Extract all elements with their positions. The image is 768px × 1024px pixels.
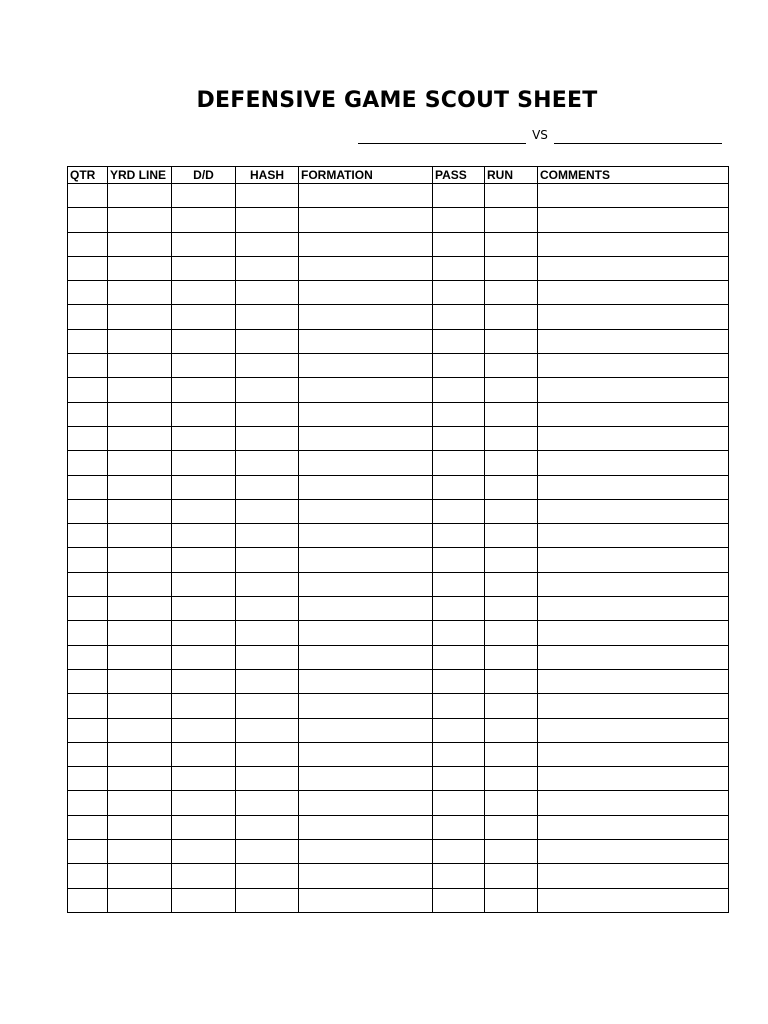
cell-pass[interactable]: [433, 475, 485, 499]
table-row: [68, 548, 729, 572]
cell-run[interactable]: [485, 184, 538, 208]
cell-hash[interactable]: [236, 840, 299, 864]
scout-table: [67, 166, 729, 913]
column-header-qtr: QTR: [68, 167, 108, 184]
cell-pass[interactable]: [433, 888, 485, 912]
cell-qtr[interactable]: [68, 840, 108, 864]
cell-down-distance[interactable]: [172, 451, 236, 475]
cell-pass[interactable]: [433, 499, 485, 523]
cell-run[interactable]: [485, 815, 538, 839]
cell-formation[interactable]: [299, 718, 433, 742]
cell-yrd-line[interactable]: [108, 305, 172, 329]
cell-yrd-line[interactable]: [108, 426, 172, 450]
column-header-hash: HASH: [236, 167, 299, 184]
page-title: DEFENSIVE GAME SCOUT SHEET: [196, 88, 598, 113]
cell-formation[interactable]: [299, 256, 433, 280]
table-row: [68, 864, 729, 888]
cell-comments[interactable]: [538, 426, 729, 450]
cell-pass[interactable]: [433, 742, 485, 766]
cell-run[interactable]: [485, 329, 538, 353]
cell-pass[interactable]: [433, 378, 485, 402]
cell-comments[interactable]: [538, 329, 729, 353]
cell-qtr[interactable]: [68, 864, 108, 888]
cell-pass[interactable]: [433, 232, 485, 256]
cell-run[interactable]: [485, 840, 538, 864]
cell-qtr[interactable]: [68, 669, 108, 693]
cell-formation[interactable]: [299, 378, 433, 402]
cell-hash[interactable]: [236, 645, 299, 669]
cell-pass[interactable]: [433, 305, 485, 329]
cell-hash[interactable]: [236, 548, 299, 572]
cell-down-distance[interactable]: [172, 256, 236, 280]
cell-qtr[interactable]: [68, 524, 108, 548]
cell-comments[interactable]: [538, 767, 729, 791]
cell-formation[interactable]: [299, 451, 433, 475]
cell-yrd-line[interactable]: [108, 402, 172, 426]
cell-run[interactable]: [485, 451, 538, 475]
cell-run[interactable]: [485, 426, 538, 450]
cell-hash[interactable]: [236, 621, 299, 645]
cell-hash[interactable]: [236, 256, 299, 280]
cell-yrd-line[interactable]: [108, 645, 172, 669]
cell-comments[interactable]: [538, 742, 729, 766]
cell-hash[interactable]: [236, 208, 299, 232]
scout-table-body: [68, 184, 729, 913]
cell-hash[interactable]: [236, 281, 299, 305]
table-row: [68, 451, 729, 475]
cell-comments[interactable]: [538, 815, 729, 839]
cell-comments[interactable]: [538, 864, 729, 888]
cell-run[interactable]: [485, 718, 538, 742]
cell-down-distance[interactable]: [172, 815, 236, 839]
table-row: [68, 499, 729, 523]
cell-comments[interactable]: [538, 572, 729, 596]
cell-qtr[interactable]: [68, 402, 108, 426]
cell-run[interactable]: [485, 208, 538, 232]
cell-hash[interactable]: [236, 718, 299, 742]
cell-formation[interactable]: [299, 402, 433, 426]
table-row: [68, 669, 729, 693]
cell-comments[interactable]: [538, 888, 729, 912]
cell-pass[interactable]: [433, 426, 485, 450]
table-row: [68, 184, 729, 208]
cell-hash[interactable]: [236, 184, 299, 208]
cell-comments[interactable]: [538, 354, 729, 378]
cell-comments[interactable]: [538, 451, 729, 475]
cell-formation[interactable]: [299, 354, 433, 378]
table-row: [68, 524, 729, 548]
cell-qtr[interactable]: [68, 329, 108, 353]
table-row: [68, 426, 729, 450]
cell-formation[interactable]: [299, 864, 433, 888]
cell-qtr[interactable]: [68, 694, 108, 718]
cell-formation[interactable]: [299, 815, 433, 839]
table-row: [68, 888, 729, 912]
cell-hash[interactable]: [236, 815, 299, 839]
cell-formation[interactable]: [299, 888, 433, 912]
cell-yrd-line[interactable]: [108, 499, 172, 523]
cell-hash[interactable]: [236, 572, 299, 596]
cell-formation[interactable]: [299, 208, 433, 232]
cell-formation[interactable]: [299, 232, 433, 256]
cell-yrd-line[interactable]: [108, 840, 172, 864]
cell-qtr[interactable]: [68, 499, 108, 523]
table-row: [68, 378, 729, 402]
table-row: [68, 815, 729, 839]
vs-label: VS: [532, 128, 548, 142]
table-row: [68, 572, 729, 596]
cell-qtr[interactable]: [68, 767, 108, 791]
cell-down-distance[interactable]: [172, 791, 236, 815]
cell-pass[interactable]: [433, 451, 485, 475]
cell-down-distance[interactable]: [172, 232, 236, 256]
cell-qtr[interactable]: [68, 232, 108, 256]
cell-down-distance[interactable]: [172, 184, 236, 208]
column-header-run: RUN: [485, 167, 538, 184]
cell-formation[interactable]: [299, 572, 433, 596]
cell-formation[interactable]: [299, 184, 433, 208]
cell-down-distance[interactable]: [172, 402, 236, 426]
cell-yrd-line[interactable]: [108, 354, 172, 378]
cell-qtr[interactable]: [68, 815, 108, 839]
table-row: [68, 597, 729, 621]
cell-run[interactable]: [485, 281, 538, 305]
cell-run[interactable]: [485, 597, 538, 621]
cell-down-distance[interactable]: [172, 354, 236, 378]
cell-formation[interactable]: [299, 742, 433, 766]
cell-down-distance[interactable]: [172, 767, 236, 791]
cell-formation[interactable]: [299, 645, 433, 669]
cell-down-distance[interactable]: [172, 572, 236, 596]
cell-yrd-line[interactable]: [108, 184, 172, 208]
cell-hash[interactable]: [236, 597, 299, 621]
cell-hash[interactable]: [236, 305, 299, 329]
cell-run[interactable]: [485, 621, 538, 645]
cell-hash[interactable]: [236, 354, 299, 378]
column-header-yrd-line: YRD LINE: [108, 167, 172, 184]
cell-pass[interactable]: [433, 791, 485, 815]
cell-run[interactable]: [485, 475, 538, 499]
cell-hash[interactable]: [236, 669, 299, 693]
cell-formation[interactable]: [299, 475, 433, 499]
cell-formation[interactable]: [299, 281, 433, 305]
cell-formation[interactable]: [299, 597, 433, 621]
cell-comments[interactable]: [538, 499, 729, 523]
cell-qtr[interactable]: [68, 888, 108, 912]
table-row: [68, 694, 729, 718]
cell-yrd-line[interactable]: [108, 669, 172, 693]
cell-down-distance[interactable]: [172, 888, 236, 912]
cell-yrd-line[interactable]: [108, 281, 172, 305]
cell-pass[interactable]: [433, 256, 485, 280]
cell-comments[interactable]: [538, 208, 729, 232]
cell-qtr[interactable]: [68, 475, 108, 499]
cell-run[interactable]: [485, 888, 538, 912]
cell-down-distance[interactable]: [172, 694, 236, 718]
cell-hash[interactable]: [236, 791, 299, 815]
cell-down-distance[interactable]: [172, 378, 236, 402]
column-header-formation: FORMATION: [299, 167, 433, 184]
cell-yrd-line[interactable]: [108, 815, 172, 839]
table-row: [68, 305, 729, 329]
cell-yrd-line[interactable]: [108, 208, 172, 232]
cell-comments[interactable]: [538, 621, 729, 645]
cell-formation[interactable]: [299, 524, 433, 548]
cell-qtr[interactable]: [68, 256, 108, 280]
cell-down-distance[interactable]: [172, 475, 236, 499]
cell-comments[interactable]: [538, 840, 729, 864]
cell-comments[interactable]: [538, 402, 729, 426]
cell-down-distance[interactable]: [172, 426, 236, 450]
cell-formation[interactable]: [299, 548, 433, 572]
cell-run[interactable]: [485, 864, 538, 888]
cell-qtr[interactable]: [68, 451, 108, 475]
cell-comments[interactable]: [538, 184, 729, 208]
cell-hash[interactable]: [236, 767, 299, 791]
cell-qtr[interactable]: [68, 597, 108, 621]
cell-pass[interactable]: [433, 621, 485, 645]
cell-yrd-line[interactable]: [108, 791, 172, 815]
cell-run[interactable]: [485, 378, 538, 402]
cell-formation[interactable]: [299, 305, 433, 329]
cell-yrd-line[interactable]: [108, 451, 172, 475]
cell-hash[interactable]: [236, 451, 299, 475]
cell-hash[interactable]: [236, 426, 299, 450]
table-row: [68, 767, 729, 791]
cell-run[interactable]: [485, 645, 538, 669]
cell-hash[interactable]: [236, 475, 299, 499]
cell-run[interactable]: [485, 232, 538, 256]
cell-pass[interactable]: [433, 597, 485, 621]
cell-hash[interactable]: [236, 499, 299, 523]
table-row: [68, 208, 729, 232]
cell-down-distance[interactable]: [172, 499, 236, 523]
cell-hash[interactable]: [236, 888, 299, 912]
cell-pass[interactable]: [433, 815, 485, 839]
cell-comments[interactable]: [538, 718, 729, 742]
cell-qtr[interactable]: [68, 621, 108, 645]
cell-formation[interactable]: [299, 767, 433, 791]
cell-comments[interactable]: [538, 524, 729, 548]
cell-qtr[interactable]: [68, 548, 108, 572]
cell-down-distance[interactable]: [172, 597, 236, 621]
column-header-pass: PASS: [433, 167, 485, 184]
cell-hash[interactable]: [236, 378, 299, 402]
cell-hash[interactable]: [236, 232, 299, 256]
cell-yrd-line[interactable]: [108, 718, 172, 742]
cell-formation[interactable]: [299, 426, 433, 450]
cell-formation[interactable]: [299, 499, 433, 523]
cell-pass[interactable]: [433, 572, 485, 596]
cell-pass[interactable]: [433, 548, 485, 572]
table-row: [68, 475, 729, 499]
cell-comments[interactable]: [538, 791, 729, 815]
cell-pass[interactable]: [433, 864, 485, 888]
cell-formation[interactable]: [299, 329, 433, 353]
column-header-dd: D/D: [172, 167, 236, 184]
cell-yrd-line[interactable]: [108, 378, 172, 402]
cell-pass[interactable]: [433, 281, 485, 305]
table-row: [68, 281, 729, 305]
cell-yrd-line[interactable]: [108, 888, 172, 912]
cell-run[interactable]: [485, 791, 538, 815]
away-team-blank[interactable]: [554, 128, 722, 144]
cell-qtr[interactable]: [68, 645, 108, 669]
cell-yrd-line[interactable]: [108, 232, 172, 256]
cell-pass[interactable]: [433, 645, 485, 669]
cell-qtr[interactable]: [68, 281, 108, 305]
cell-qtr[interactable]: [68, 791, 108, 815]
cell-down-distance[interactable]: [172, 840, 236, 864]
cell-comments[interactable]: [538, 281, 729, 305]
table-row: [68, 742, 729, 766]
cell-qtr[interactable]: [68, 305, 108, 329]
cell-down-distance[interactable]: [172, 548, 236, 572]
cell-down-distance[interactable]: [172, 718, 236, 742]
cell-qtr[interactable]: [68, 426, 108, 450]
cell-down-distance[interactable]: [172, 329, 236, 353]
cell-yrd-line[interactable]: [108, 597, 172, 621]
cell-yrd-line[interactable]: [108, 742, 172, 766]
cell-pass[interactable]: [433, 718, 485, 742]
cell-pass[interactable]: [433, 767, 485, 791]
cell-hash[interactable]: [236, 694, 299, 718]
cell-run[interactable]: [485, 548, 538, 572]
table-row: [68, 402, 729, 426]
cell-formation[interactable]: [299, 840, 433, 864]
cell-comments[interactable]: [538, 378, 729, 402]
matchup-line: [358, 124, 730, 144]
cell-run[interactable]: [485, 669, 538, 693]
cell-formation[interactable]: [299, 694, 433, 718]
cell-run[interactable]: [485, 402, 538, 426]
cell-yrd-line[interactable]: [108, 572, 172, 596]
table-row: [68, 718, 729, 742]
cell-pass[interactable]: [433, 402, 485, 426]
cell-comments[interactable]: [538, 305, 729, 329]
cell-formation[interactable]: [299, 791, 433, 815]
home-team-blank[interactable]: [358, 128, 526, 144]
cell-pass[interactable]: [433, 669, 485, 693]
cell-run[interactable]: [485, 694, 538, 718]
cell-yrd-line[interactable]: [108, 475, 172, 499]
cell-hash[interactable]: [236, 402, 299, 426]
cell-comments[interactable]: [538, 475, 729, 499]
cell-yrd-line[interactable]: [108, 864, 172, 888]
cell-qtr[interactable]: [68, 184, 108, 208]
table-row: [68, 645, 729, 669]
cell-comments[interactable]: [538, 597, 729, 621]
cell-formation[interactable]: [299, 669, 433, 693]
cell-pass[interactable]: [433, 184, 485, 208]
cell-yrd-line[interactable]: [108, 548, 172, 572]
table-row: [68, 840, 729, 864]
table-row: [68, 621, 729, 645]
cell-yrd-line[interactable]: [108, 767, 172, 791]
cell-hash[interactable]: [236, 864, 299, 888]
cell-comments[interactable]: [538, 256, 729, 280]
cell-yrd-line[interactable]: [108, 621, 172, 645]
cell-formation[interactable]: [299, 621, 433, 645]
cell-run[interactable]: [485, 256, 538, 280]
cell-comments[interactable]: [538, 645, 729, 669]
cell-yrd-line[interactable]: [108, 256, 172, 280]
cell-comments[interactable]: [538, 669, 729, 693]
cell-pass[interactable]: [433, 524, 485, 548]
cell-qtr[interactable]: [68, 378, 108, 402]
table-row: [68, 232, 729, 256]
cell-yrd-line[interactable]: [108, 694, 172, 718]
cell-run[interactable]: [485, 572, 538, 596]
cell-yrd-line[interactable]: [108, 329, 172, 353]
cell-pass[interactable]: [433, 694, 485, 718]
cell-down-distance[interactable]: [172, 864, 236, 888]
cell-hash[interactable]: [236, 742, 299, 766]
cell-run[interactable]: [485, 305, 538, 329]
table-row: [68, 329, 729, 353]
cell-down-distance[interactable]: [172, 305, 236, 329]
cell-down-distance[interactable]: [172, 742, 236, 766]
table-row: [68, 791, 729, 815]
cell-pass[interactable]: [433, 208, 485, 232]
cell-comments[interactable]: [538, 694, 729, 718]
cell-comments[interactable]: [538, 548, 729, 572]
cell-down-distance[interactable]: [172, 645, 236, 669]
cell-run[interactable]: [485, 499, 538, 523]
cell-run[interactable]: [485, 524, 538, 548]
cell-run[interactable]: [485, 354, 538, 378]
cell-down-distance[interactable]: [172, 208, 236, 232]
cell-down-distance[interactable]: [172, 524, 236, 548]
cell-down-distance[interactable]: [172, 281, 236, 305]
cell-qtr[interactable]: [68, 354, 108, 378]
cell-qtr[interactable]: [68, 572, 108, 596]
cell-qtr[interactable]: [68, 718, 108, 742]
cell-run[interactable]: [485, 742, 538, 766]
cell-yrd-line[interactable]: [108, 524, 172, 548]
cell-run[interactable]: [485, 767, 538, 791]
cell-pass[interactable]: [433, 329, 485, 353]
table-row: [68, 354, 729, 378]
cell-comments[interactable]: [538, 232, 729, 256]
cell-qtr[interactable]: [68, 208, 108, 232]
cell-pass[interactable]: [433, 840, 485, 864]
cell-hash[interactable]: [236, 524, 299, 548]
cell-down-distance[interactable]: [172, 669, 236, 693]
cell-pass[interactable]: [433, 354, 485, 378]
cell-down-distance[interactable]: [172, 621, 236, 645]
cell-hash[interactable]: [236, 329, 299, 353]
header-row: [68, 167, 729, 184]
column-header-comments: COMMENTS: [538, 167, 729, 184]
table-row: [68, 256, 729, 280]
cell-qtr[interactable]: [68, 742, 108, 766]
